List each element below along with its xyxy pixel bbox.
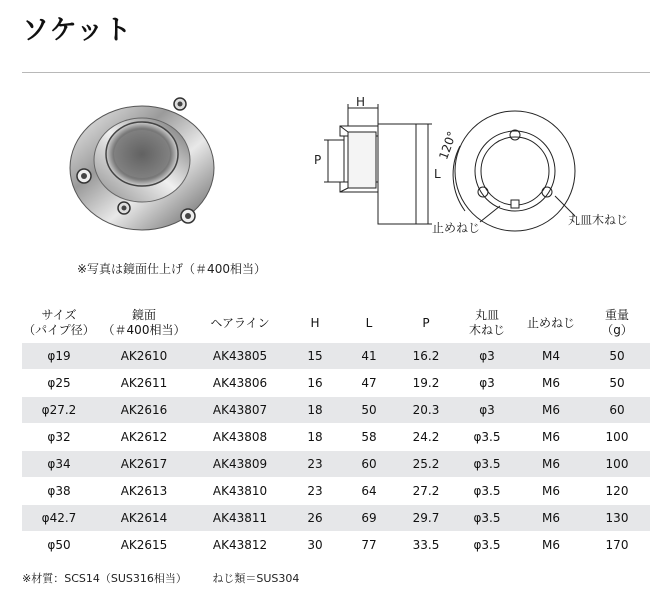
- table-cell: φ19: [22, 343, 96, 370]
- table-cell: 130: [584, 505, 650, 532]
- table-cell: AK2613: [96, 478, 192, 505]
- table-cell: 23: [288, 451, 342, 478]
- table-cell: φ3: [456, 397, 518, 424]
- column-header-line2: 木ねじ: [468, 323, 505, 337]
- wood-screw-label: 丸皿木ねじ: [568, 213, 629, 227]
- column-header-line2: （パイプ径）: [23, 323, 95, 337]
- table-cell: φ42.7: [22, 505, 96, 532]
- column-header: [518, 303, 584, 343]
- table-cell: 170: [584, 532, 650, 559]
- column-header-line1: L: [365, 315, 373, 330]
- table-cell: φ3.5: [456, 532, 518, 559]
- table-cell: φ3.5: [456, 478, 518, 505]
- column-header: [22, 303, 96, 343]
- table-cell: AK43811: [192, 505, 288, 532]
- table-cell: φ38: [22, 478, 96, 505]
- table-cell: 50: [342, 397, 396, 424]
- stop-screw-label: 止めねじ: [432, 221, 481, 235]
- table-row: [22, 505, 650, 532]
- table-cell: 18: [288, 424, 342, 451]
- column-header: [584, 303, 650, 343]
- table-cell: AK43807: [192, 397, 288, 424]
- spec-table: [22, 303, 650, 559]
- column-header-line1: 鏡面: [131, 308, 156, 322]
- page-title: ソケット: [22, 15, 133, 46]
- table-cell: AK43809: [192, 451, 288, 478]
- column-header: [342, 303, 396, 343]
- table-row: [22, 424, 650, 451]
- table-cell: 47: [342, 370, 396, 397]
- column-header-line2: （＃400相当）: [102, 323, 186, 337]
- table-cell: φ3: [456, 343, 518, 370]
- table-cell: AK2617: [96, 451, 192, 478]
- table-cell: AK43812: [192, 532, 288, 559]
- table-cell: AK43810: [192, 478, 288, 505]
- table-row: [22, 478, 650, 505]
- table-cell: 18: [288, 397, 342, 424]
- table-row: [22, 532, 650, 559]
- table-cell: φ32: [22, 424, 96, 451]
- table-cell: 23: [288, 478, 342, 505]
- table-cell: M6: [518, 505, 584, 532]
- table-cell: AK2612: [96, 424, 192, 451]
- dim-l-label: L: [434, 167, 441, 181]
- table-cell: φ34: [22, 451, 96, 478]
- table-cell: AK2610: [96, 343, 192, 370]
- table-cell: M6: [518, 451, 584, 478]
- column-header-line1: P: [422, 315, 430, 330]
- table-cell: M6: [518, 424, 584, 451]
- footnote: [22, 570, 321, 586]
- table-cell: 120: [584, 478, 650, 505]
- table-body: [22, 343, 650, 559]
- table-cell: 60: [342, 451, 396, 478]
- table-cell: 33.5: [396, 532, 456, 559]
- table-cell: φ3: [456, 370, 518, 397]
- table-cell: 15: [288, 343, 342, 370]
- table-cell: M6: [518, 397, 584, 424]
- table-cell: φ50: [22, 532, 96, 559]
- table-cell: 60: [584, 397, 650, 424]
- column-header: [96, 303, 192, 343]
- column-header: [192, 303, 288, 343]
- table-cell: M6: [518, 370, 584, 397]
- table-cell: φ3.5: [456, 505, 518, 532]
- table-cell: AK43805: [192, 343, 288, 370]
- table-cell: φ27.2: [22, 397, 96, 424]
- table-cell: AK2616: [96, 397, 192, 424]
- table-cell: 19.2: [396, 370, 456, 397]
- table-row: [22, 451, 650, 478]
- table-cell: φ3.5: [456, 424, 518, 451]
- table-cell: M4: [518, 343, 584, 370]
- dim-h-label: H: [356, 96, 366, 109]
- table-cell: φ3.5: [456, 451, 518, 478]
- table-cell: AK43806: [192, 370, 288, 397]
- table-row: [22, 370, 650, 397]
- table-cell: 69: [342, 505, 396, 532]
- table-cell: AK2611: [96, 370, 192, 397]
- screw-note: ねじ類＝SUS304: [212, 572, 300, 585]
- table-cell: 16.2: [396, 343, 456, 370]
- table-cell: 77: [342, 532, 396, 559]
- column-header-line1: 止めねじ: [526, 315, 575, 330]
- table-cell: 20.3: [396, 397, 456, 424]
- photo-note: ※写真は鏡面仕上げ（＃400相当）: [77, 262, 266, 276]
- title-divider: [22, 72, 650, 73]
- table-cell: φ25: [22, 370, 96, 397]
- table-cell: 30: [288, 532, 342, 559]
- table-cell: 24.2: [396, 424, 456, 451]
- table-cell: 50: [584, 370, 650, 397]
- table-cell: M6: [518, 532, 584, 559]
- table-row: [22, 343, 650, 370]
- product-photo: [62, 88, 222, 252]
- table-cell: 100: [584, 451, 650, 478]
- table-cell: 25.2: [396, 451, 456, 478]
- table-cell: 26: [288, 505, 342, 532]
- table-cell: 41: [342, 343, 396, 370]
- table-cell: 27.2: [396, 478, 456, 505]
- table-header-row: [22, 303, 650, 343]
- table-cell: M6: [518, 478, 584, 505]
- table-cell: 16: [288, 370, 342, 397]
- table-cell: 29.7: [396, 505, 456, 532]
- column-header-line1: H: [310, 315, 320, 330]
- technical-drawing: [300, 96, 645, 250]
- column-header: [396, 303, 456, 343]
- column-header-line1: 重量: [604, 308, 629, 322]
- column-header-line1: 丸皿: [474, 308, 499, 322]
- table-cell: AK2614: [96, 505, 192, 532]
- table-cell: AK43808: [192, 424, 288, 451]
- column-header: [288, 303, 342, 343]
- column-header: [456, 303, 518, 343]
- column-header-line1: サイズ: [41, 308, 77, 322]
- table-cell: 50: [584, 343, 650, 370]
- table-cell: 100: [584, 424, 650, 451]
- table-cell: 58: [342, 424, 396, 451]
- table-cell: AK2615: [96, 532, 192, 559]
- material-note: ※材質：SCS14（SUS316相当）: [22, 572, 187, 585]
- column-header-line2: （g）: [601, 323, 633, 337]
- angle-label: 120°: [436, 129, 460, 162]
- table-row: [22, 397, 650, 424]
- dim-p-label: P: [314, 153, 322, 167]
- column-header-line1: ヘアライン: [210, 315, 270, 330]
- table-cell: 64: [342, 478, 396, 505]
